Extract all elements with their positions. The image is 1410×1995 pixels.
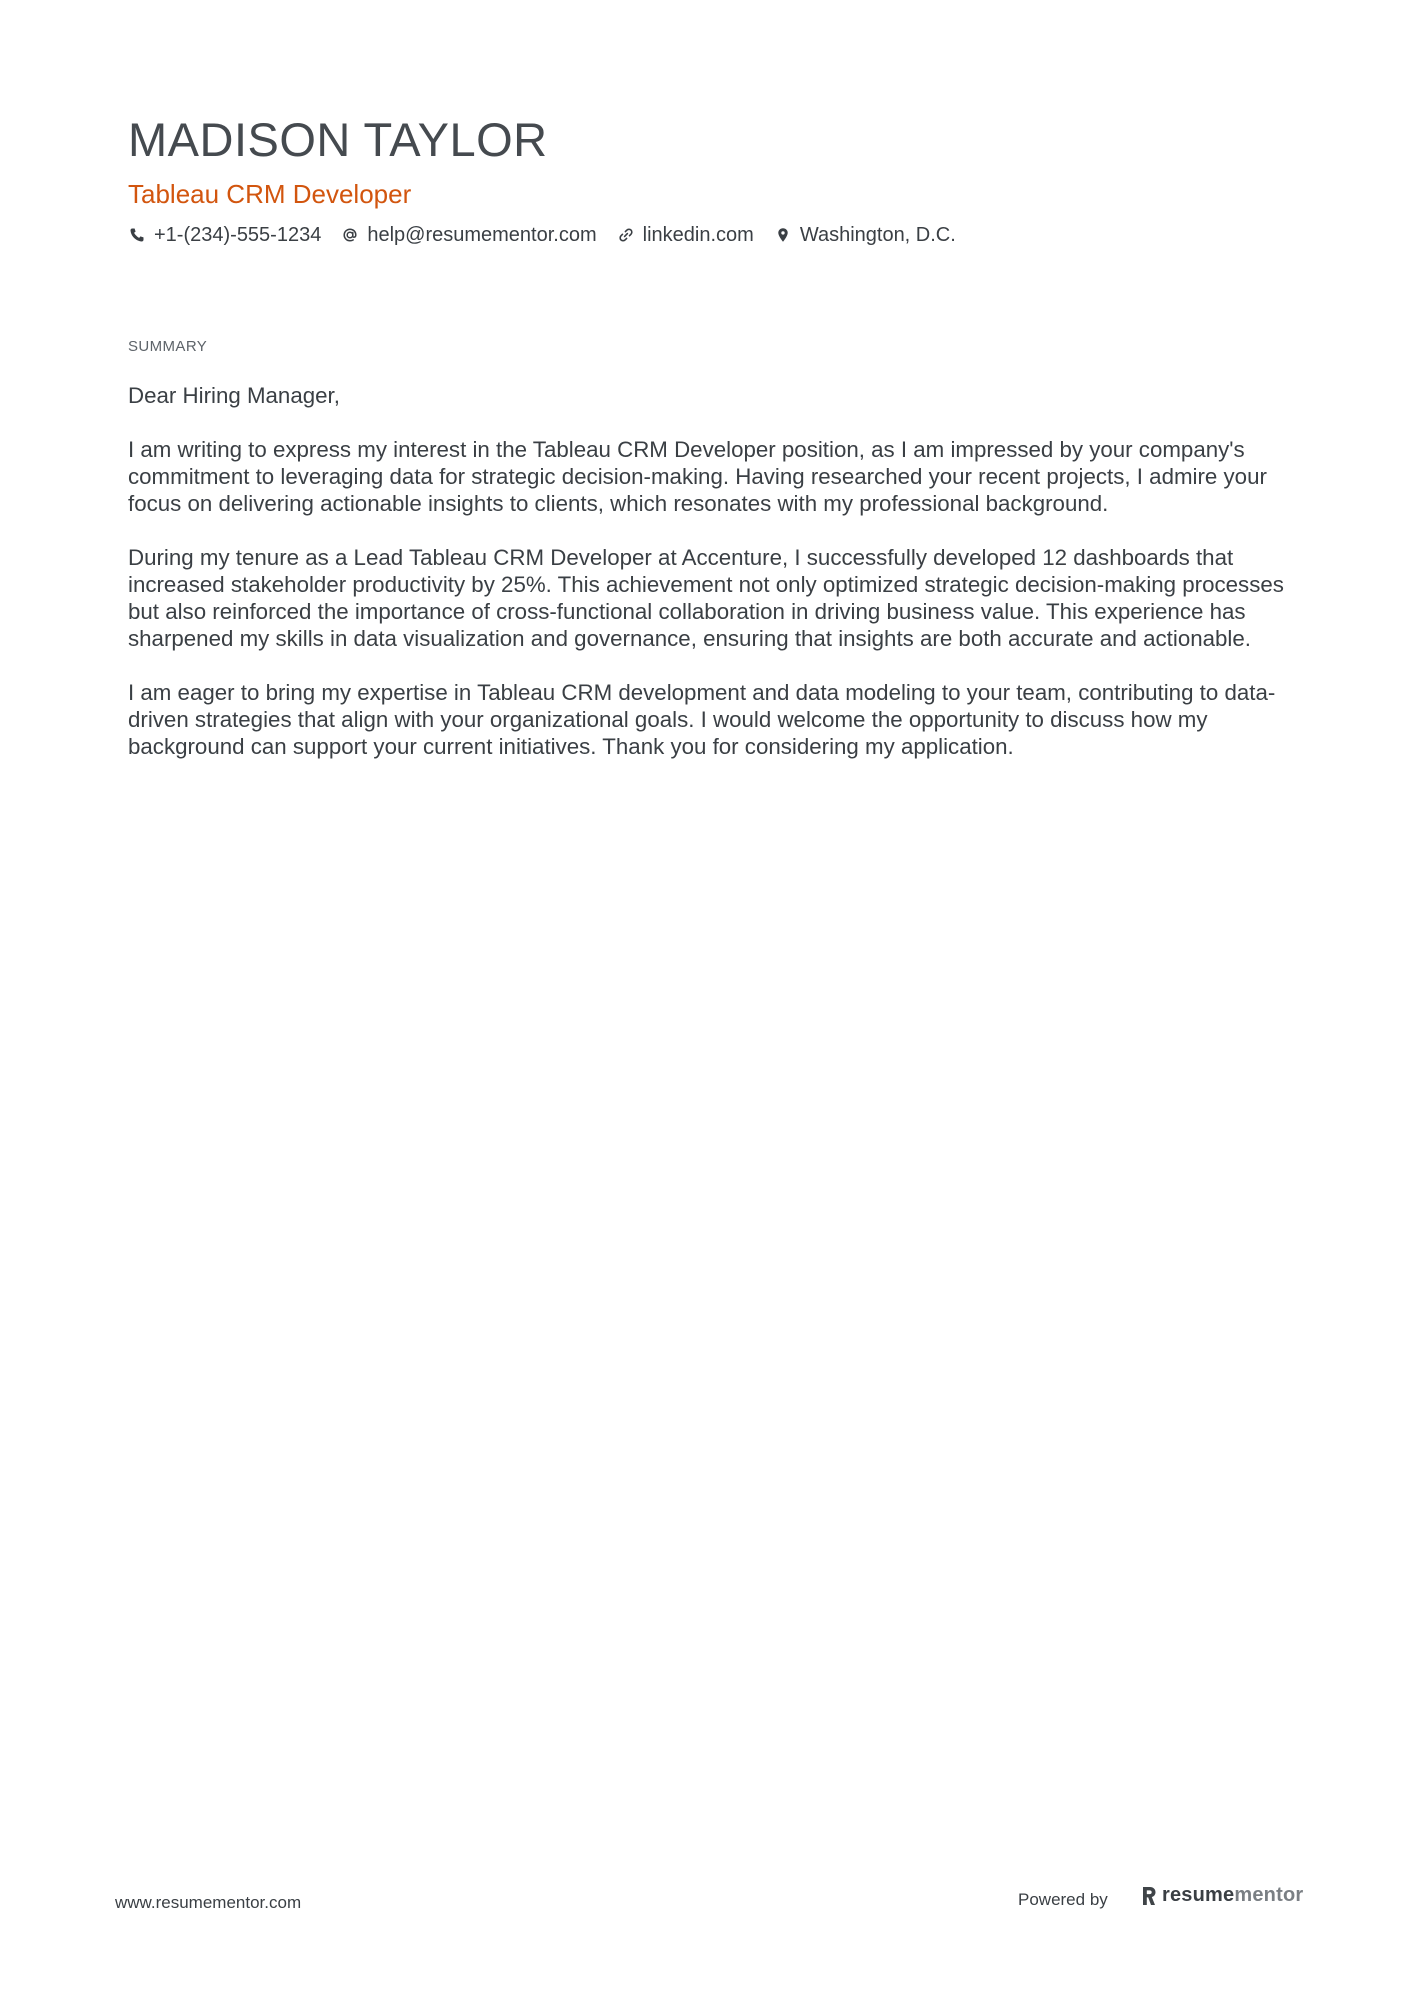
phone-number[interactable]: +1-(234)-555-1234	[154, 224, 322, 246]
job-title: Tableau CRM Developer	[128, 179, 412, 209]
linkedin-link[interactable]: linkedin.com	[642, 224, 754, 246]
resumementor-logo-icon	[1141, 1885, 1157, 1907]
letter-body	[128, 382, 1288, 787]
contact-email	[341, 222, 596, 248]
applicant-name: MADISON TAYLOR	[128, 113, 548, 166]
brand-name-part1: resume	[1162, 1884, 1235, 1906]
contact-linkedin	[617, 222, 754, 248]
location-text: Washington, D.C.	[799, 224, 956, 246]
footer-website[interactable]: www.resumementor.com	[115, 1893, 302, 1912]
at-icon	[341, 226, 359, 244]
contact-location	[774, 222, 956, 248]
greeting: Dear Hiring Manager,	[128, 383, 340, 408]
paragraph: During my tenure as a Lead Tableau CRM Developer at Accenture, I successfully developed 12 dashboards that increased stakeholder productivity by 25%. This achievement not only optimized strategic decision-making processes but also reinforced the importance of cross-functional collaboration in driving business value. This experience has sharpened my skills in data visualization and governance, ensuring that insights are both accurate and actionable.	[128, 545, 1284, 651]
brand-name-part2: mentor	[1234, 1884, 1304, 1906]
header	[128, 112, 1288, 248]
section-heading-summary: SUMMARY	[128, 338, 208, 355]
paragraph: I am eager to bring my expertise in Tableau CRM development and data modeling to your team, contributing to data-driven strategies that align with your organizational goals. I would welcome the opportunity to discuss how my background can support your current initiatives. Thank you for considering my application.	[128, 680, 1276, 759]
paragraph: I am writing to express my interest in the Tableau CRM Developer position, as I am impressed by your company's commitment to leveraging data for strategic decision-making. Having researched your recent projects, I admire your focus on delivering actionable insights to clients, which resonates with my professional background.	[128, 437, 1267, 516]
contact-row	[128, 222, 1288, 248]
link-icon	[617, 226, 635, 244]
map-pin-icon	[774, 226, 792, 244]
email-address[interactable]: help@resumementor.com	[367, 224, 597, 246]
brand-logo[interactable]	[1141, 1884, 1303, 1907]
phone-icon	[128, 226, 146, 244]
contact-phone	[128, 222, 321, 248]
powered-by-label: Powered by	[1018, 1890, 1108, 1909]
